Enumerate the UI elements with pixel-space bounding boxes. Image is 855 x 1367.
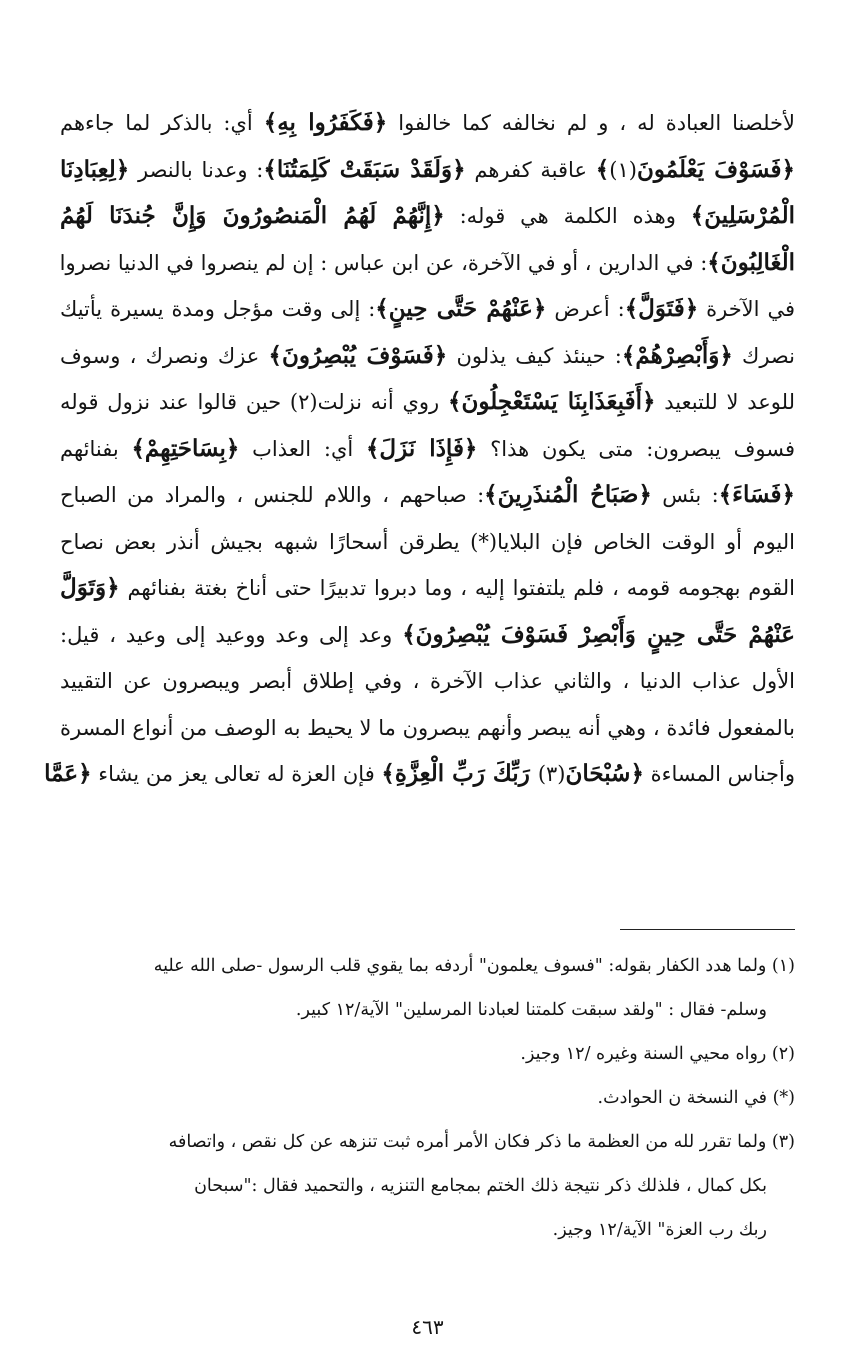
commentary-text: : صباحهم ، واللام للجنس ، والمراد من الصباح [60,483,485,507]
footnote-line: ربك رب العزة" الآية/١٢ وجيز. [552,1220,767,1240]
commentary-text: نصرك [732,343,795,368]
quran-quote: ﴿فَكَفَرُوا بِهِ﴾ [263,109,388,136]
commentary-text: : في الدارين ، أو في الآخرة، عن ابن عباس : إن لم ينصروا في الدنيا نصروا [59,250,708,275]
quran-quote: عَنْهُمْ حَتَّى حِينٍ وَأَبْصِرْ فَسَوْفَ يُبْصِرُونَ﴾ [402,620,796,648]
commentary-text: (١) [609,157,637,182]
commentary-text: أي: العذاب [239,436,366,461]
quran-quote: ﴿سُبْحَانَ [565,760,644,787]
text-line [60,565,795,612]
commentary-text: : وعدنا بالنصر [129,157,264,182]
text-line [60,193,795,240]
footnotes [60,944,795,1252]
quran-quote: ﴿أَفَبِعَذَابِنَا يَسْتَعْجِلُونَ﴾ [447,388,656,415]
text-line [60,612,795,659]
quran-quote: ﴿فَتَوَلَّ﴾ [624,295,699,322]
commentary-text: في الآخرة [698,297,795,321]
commentary-text: عزك ونصرك ، وسوف [60,343,269,368]
text-line [60,472,795,519]
footnote-line: وسلم- فقال : "ولقد سبقت كلمتنا لعبادنا المرسلين" الآية/١٢ كبير. [295,1000,767,1020]
quran-quote: ﴿بِسَاحَتِهِمْ﴾ [131,434,240,462]
text-line [60,240,795,287]
commentary-text: وعد إلى وعد ووعيد إلى وعيد ، قيل: [60,622,403,647]
footnote-line: (٣) ولما تقرر لله من العظمة ما ذكر فكان الأمر أمره ثبت تنزهه عن كل نقص ، واتصافه [168,1132,795,1152]
commentary-text: : حينئذ كيف يذلون [447,343,622,368]
quran-quote: ﴿وَتَوَلَّ [60,574,120,601]
quran-quote: الْمُرْسَلِينَ﴾ [690,202,795,229]
commentary-text: (٣) [537,762,566,786]
commentary-text: وهذه الكلمة هي قوله: [444,204,691,228]
footnote-line: (٢) رواه محيي السنة وغيره /١٢ وجيز. [520,1044,795,1064]
quran-quote: ﴿لِعِبَادِنَا [60,155,130,183]
text-line [60,379,795,426]
footnote-separator [620,929,795,930]
commentary-text: بفنائهم [60,436,132,461]
quran-quote: ﴾ [595,155,610,183]
text-line [60,147,795,194]
quran-quote: ﴿إِنَّهُمْ لَهُمُ الْمَنصُورُونَ وَإِنَّ جُندَنَا لَهُمُ [60,202,445,229]
commentary-text: : بئس [651,483,719,507]
commentary-text: عاقبة كفرهم [465,157,596,182]
commentary-text: : أعرض [546,297,625,321]
page-number: ٤٦٣ [411,1315,444,1339]
commentary-text: للوعد لا للتبعيد [655,390,795,414]
quran-quote: ﴿عَنْهُمْ حَتَّى حِينٍ﴾ [375,295,547,322]
quran-quote: ﴿فَسَوْفَ يَعْلَمُونَ [636,155,795,183]
quran-quote: ﴿صَبَاحُ الْمُنذَرِينَ﴾ [484,481,652,508]
commentary-text: فسوف يبصرون: متى يكون هذا؟ [477,436,795,461]
text-line [60,333,795,380]
quran-quote: الْغَالِبُونَ﴾ [707,248,795,276]
quran-quote: ﴿عَمَّا [44,760,92,787]
text-line [44,751,795,798]
quran-quote: ﴿فَإِذَا نَزَلَ﴾ [365,434,478,462]
quran-quote: ﴿وَلَقَدْ سَبَقَتْ كَلِمَتُنَا﴾ [263,155,466,183]
commentary-text: : إلى وقت مؤجل ومدة يسيرة يأتيك [60,297,376,321]
main-text [44,100,796,798]
text-line [60,519,795,566]
commentary-text: القوم بهجومه قومه ، فلم يلتفتوا إليه ، وما دبروا تدبيرًا حتى أناخ بغتة بفنائهم [119,576,795,600]
text-line [60,286,795,333]
quran-quote: ﴿فَسَوْفَ يُبْصِرُونَ﴾ [268,341,448,369]
commentary-text: اليوم أو الوقت الخاص فإن البلايا(*) يطرقن أسحارًا شبهه بجيش أنذر بعض نصاح [60,529,795,554]
footnote-line: (*) في النسخة ن الحوادث. [597,1088,795,1108]
commentary-text: روي أنه نزلت(٢) حين قالوا عند نزول قوله [60,390,448,414]
text-line [60,426,795,473]
commentary-text: بالمفعول فائدة ، وهي أنه يبصر وأنهم يبصرون ما لا يحيط به الوصف من أنواع المسرة [60,715,795,740]
commentary-text: وأجناس المساءة [643,762,795,786]
commentary-text: لأخلصنا العبادة له ، و لم نخالفه كما خالفوا [387,111,795,135]
footnote-line: (١) ولما هدد الكفار بقوله: "فسوف يعلمون" أردفه بما يقوي قلب الرسول -صلى الله عليه [153,956,795,976]
commentary-text: فإن العزة له تعالى يعز من يشاء [91,762,382,786]
commentary-text: الأول عذاب الدنيا ، والثاني عذاب الآخرة ، وفي إطلاق أبصر ويبصرون عن التقييد [60,669,795,693]
text-line [60,100,795,147]
commentary-text: أي: بالذكر لما جاءهم [60,111,264,135]
quran-quote: رَبِّكَ رَبِّ الْعِزَّةِ﴾ [381,760,538,787]
quran-quote: ﴿وَأَبْصِرْهُمْ﴾ [621,341,733,369]
text-line [60,658,795,705]
text-line [60,705,795,752]
footnote-line: بكل كمال ، فلذلك ذكر نتيجة ذلك الختم بمجامع التنزيه ، والتحميد فقال :"سبحان [194,1176,767,1196]
quran-quote: ﴿فَسَاءَ﴾ [718,481,795,508]
